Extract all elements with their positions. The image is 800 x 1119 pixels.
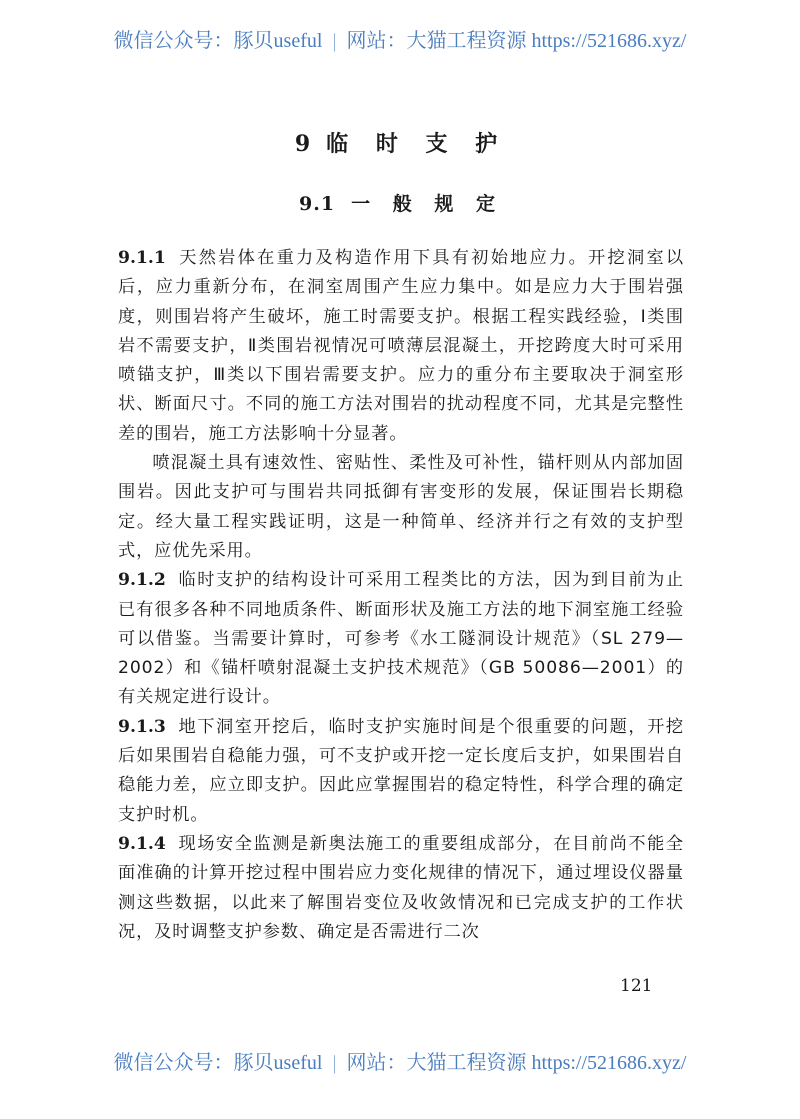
clause-9-1-4 [118, 830, 684, 947]
clause-number: 9.1.2 [118, 570, 166, 591]
watermark-site-text: 网站：大猫工程资源 https://521686.xyz/ [346, 30, 687, 52]
chapter-number: 9 [294, 131, 311, 157]
watermark-header [0, 24, 800, 53]
clause-text: 地下洞室开挖后，临时支护实施时间是个很重要的问题，开挖后如果围岩自稳能力强，可不支护或开挖一定长度后支护，如果围岩自稳能力差，应立即支护。因此应掌握围岩的稳定特性，科学合理的确定支护时机。 [118, 716, 684, 825]
watermark-wechat-text: 微信公众号：豚贝useful [113, 1052, 323, 1074]
clause-9-1-1 [118, 244, 684, 449]
clause-9-1-2 [118, 566, 684, 712]
watermark-footer [0, 1046, 800, 1075]
clause-text: 临时支护的结构设计可采用工程类比的方法，因为到目前为止已有很多各种不同地质条件、断面形状及施工方法的地下洞室施工经验可以借鉴。当需要计算时，可参考《水工隧洞设计规范》（SL 279—2002）和《锚杆喷射混凝土支护技术规范》（GB 50086—2001）的有关规定进行设计。 [118, 570, 684, 708]
page-number: 121 [620, 976, 653, 996]
clause-text: 喷混凝土具有速效性、密贴性、柔性及可补性，锚杆则从内部加固围岩。因此支护可与围岩共同抵御有害变形的发展，保证围岩长期稳定。经大量工程实践证明，这是一种简单、经济并行之有效的支护型式，应优先采用。 [118, 453, 684, 561]
clause-text: 现场安全监测是新奥法施工的重要组成部分，在目前尚不能全面准确的计算开挖过程中围岩应力变化规律的情况下，通过埋设仪器量测这些数据，以此来了解围岩变位及收敛情况和已完成支护的工作状况，及时调整支护参数、确定是否需进行二次 [118, 833, 684, 942]
clause-9-1-1-paragraph-2 [118, 449, 684, 566]
chapter-title [118, 124, 684, 164]
body-text [118, 244, 684, 947]
clause-number: 9.1.3 [118, 716, 166, 737]
chapter-title-text: 临 时 支 护 [326, 132, 508, 157]
watermark-separator: | [332, 1052, 337, 1074]
clause-number: 9.1.1 [118, 248, 166, 268]
section-number: 9.1 [299, 193, 336, 215]
watermark-site-text: 网站：大猫工程资源 https://521686.xyz/ [346, 1052, 687, 1074]
section-title [118, 186, 684, 222]
watermark-wechat-text: 微信公众号：豚贝useful [113, 30, 323, 52]
clause-number: 9.1.4 [118, 833, 166, 854]
document-page [118, 120, 684, 947]
clause-9-1-3 [118, 713, 684, 830]
section-title-text: 一 般 规 定 [351, 193, 503, 215]
clause-text: 天然岩体在重力及构造作用下具有初始地应力。开挖洞室以后，应力重新分布，在洞室周围产生应力集中。如是应力大于围岩强度，则围岩将产生破坏，施工时需要支护。根据工程实践经验，Ⅰ类围岩不需要支护，Ⅱ类围岩视情况可喷薄层混凝土，开挖跨度大时可采用喷锚支护，Ⅲ类以下围岩需要支护。应力的重分布主要取决于洞室形状、断面尺寸。不同的施工方法对围岩的扰动程度不同，尤其是完整性差的围岩，施工方法影响十分显著。 [118, 248, 684, 444]
watermark-separator: | [332, 30, 337, 52]
